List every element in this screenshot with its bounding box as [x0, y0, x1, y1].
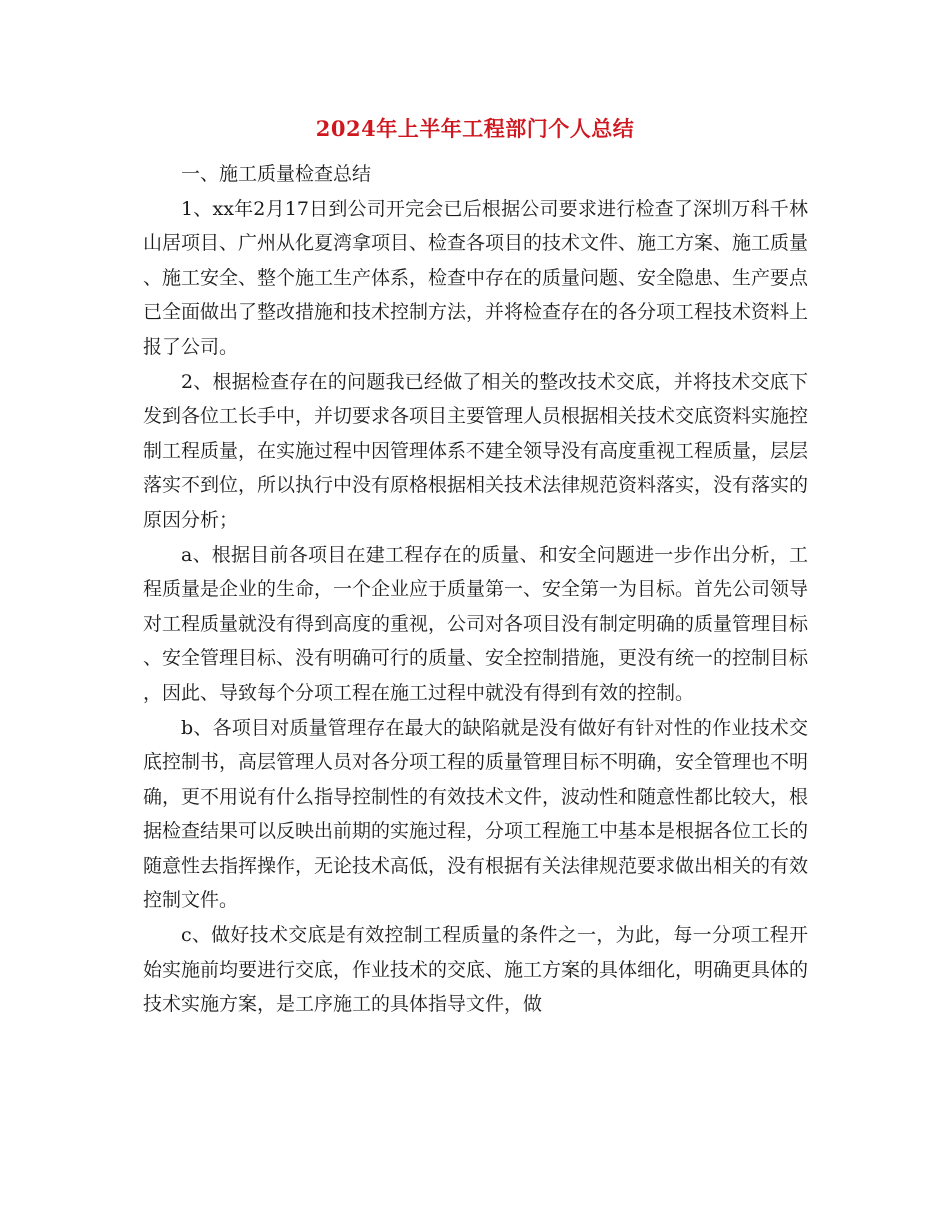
document-title: 2024年上半年工程部门个人总结	[315, 116, 635, 141]
paragraph: 1、xx年2月17日到公司开完会已后根据公司要求进行检查了深圳万科千林山居项目、广州从化夏湾拿项目、检查各项目的技术文件、施工方案、施工质量、施工安全、整个施工生产体系，检查中存在的质量问题、安全隐患、生产要点已全面做出了整改措施和技术控制方法，并将检查存在的各分项工程技术资料上报了公司。	[143, 197, 809, 358]
paragraph: b、各项目对质量管理存在最大的缺陷就是没有做好有针对性的作业技术交底控制书，高层管理人员对各分项工程的质量管理目标不明确，安全管理也不明确，更不用说有什么指导控制性的有效技术文件，波动性和随意性都比较大，根据检查结果可以反映出前期的实施过程，分项工程施工中基本是根据各位工长的随意性去指挥操作，无论技术高低，没有根据有关法律规范要求做出相关的有效控制文件。	[143, 716, 809, 912]
paragraph: 2、根据检查存在的问题我已经做了相关的整改技术交底，并将技术交底下发到各位工长手中，并切要求各项目主要管理人员根据相关技术交底资料实施控制工程质量，在实施过程中因管理体系不建全领导没有高度重视工程质量，层层落实不到位，所以执行中没有原格根据相关技术法律规范资料落实，没有落实的原因分析；	[143, 370, 809, 531]
section-heading: 一、施工质量检查总结	[181, 163, 372, 185]
paragraph: a、根据目前各项目在建工程存在的质量、和安全问题进一步作出分析，工程质量是企业的生命，一个企业应于质量第一、安全第一为目标。首先公司领导对工程质量就没有得到高度的重视，公司对各项目没有制定明确的质量管理目标、安全管理目标、没有明确可行的质量、安全控制措施，更没有统一的控制目标，因此、导致每个分项工程在施工过程中就没有得到有效的控制。	[143, 543, 809, 704]
document-body	[143, 157, 808, 1022]
paragraph: c、做好技术交底是有效控制工程质量的条件之一，为此，每一分项工程开始实施前均要进行交底，作业技术的交底、施工方案的具体细化，明确更具体的技术实施方案，是工序施工的具体指导文件，做	[143, 924, 809, 1016]
